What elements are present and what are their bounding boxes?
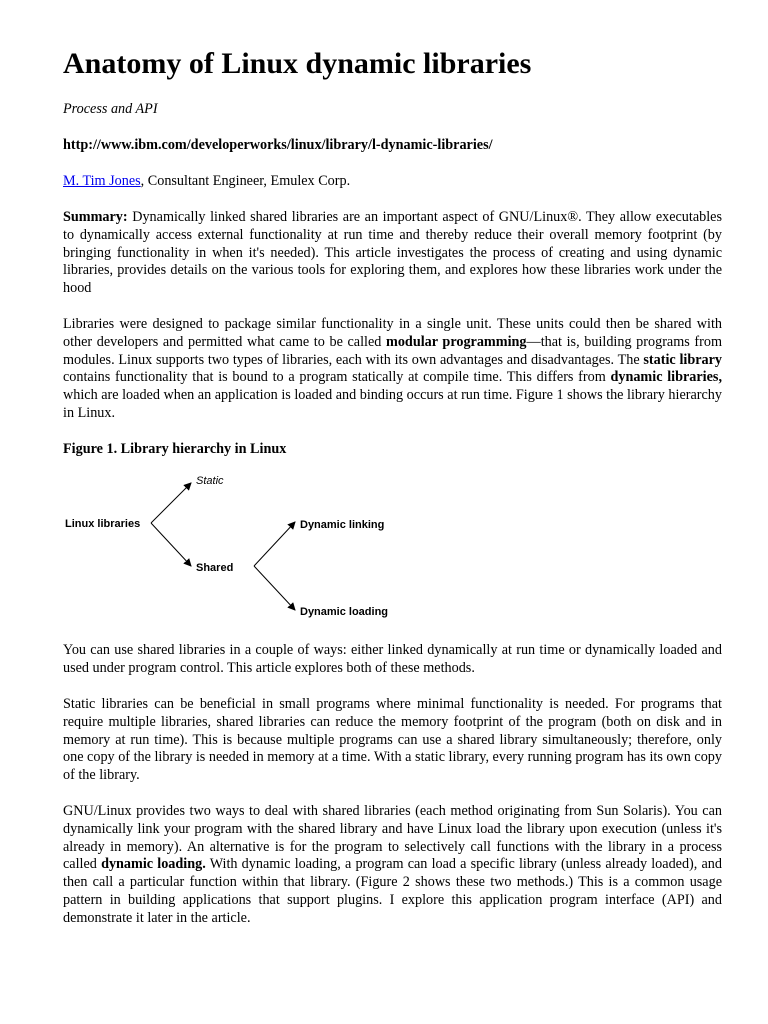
term-static-library: static library (643, 351, 722, 368)
figure-1-diagram (63, 468, 403, 628)
author-line (63, 173, 722, 191)
gnu-linux-paragraph (63, 803, 722, 928)
usage-paragraph: You can use shared libraries in a couple of ways: either linked dynamically at run time or dynamically loaded and used under program control. This article explores both of these methods. (63, 642, 722, 676)
node-static: Static (196, 475, 224, 487)
static-libraries-paragraph: Static libraries can be beneficial in small programs where minimal functionality is needed. For programs that require multiple libraries, shared libraries can reduce the memory footprint of the program (both on disk and in memory at run time). This is because multiple programs can use a shared library simultaneously; therefore, only one copy of the library is needed in memory at a time. With a static library, every running program has its own copy of the library. (63, 696, 722, 784)
article-title: Anatomy of Linux dynamic libraries (63, 47, 532, 80)
intro-text-2: —that is, building programs from modules. Linux supports two types of libraries, each with its own advantages and disadvantages. The (63, 333, 722, 368)
term-dynamic-libraries: dynamic libraries, (610, 369, 722, 386)
summary-paragraph (63, 209, 722, 298)
article-url: http://www.ibm.com/developerworks/linux/library/l-dynamic-libraries/ (63, 137, 493, 153)
intro-paragraph (63, 316, 722, 423)
library-hierarchy-svg (63, 468, 403, 628)
intro-text-4: which are loaded when an application is loaded and binding occurs at run time. Figure 1 shows the library hierarchy in Linux. (63, 387, 722, 421)
term-dynamic-loading: dynamic loading. (101, 856, 206, 873)
author-affiliation: , Consultant Engineer, Emulex Corp. (140, 173, 351, 189)
arrow-to-static (151, 483, 191, 523)
arrow-to-dynamic-loading (254, 566, 295, 610)
intro-text-1: Libraries were designed to package similar functionality in a single unit. These units could then be shared with other developers and permitted what came to be called (63, 316, 722, 350)
article-subtitle: Process and API (63, 101, 158, 117)
intro-text-3: contains functionality that is bound to a program statically at compile time. This differs from (63, 369, 611, 386)
term-modular-programming: modular programming (386, 333, 527, 350)
gnu-text-2: With dynamic loading, a program can load a specific library (unless already loaded), and then call a particular function within that library. (Figure 2 shows these two methods.) This is a common usage pattern in building applications that support plugins. I explore this application program interface (API) and demonstrate it later in the article. (63, 856, 722, 926)
figure-1-caption: Figure 1. Library hierarchy in Linux (63, 441, 287, 457)
arrow-to-dynamic-linking (254, 522, 295, 566)
summary-text: Dynamically linked shared libraries are an important aspect of GNU/Linux®. They allow executables to dynamically access external functionality at run time and thereby reduce their overall memory footprint (by bringing functionality in when it's needed). This article investigates the process of creating and using dynamic libraries, provides details on the various tools for exploring them, and explores how these libraries work under the hood (63, 209, 722, 297)
summary-label: Summary: (63, 209, 128, 225)
node-shared: Shared (196, 562, 234, 574)
arrow-to-shared (151, 523, 191, 566)
node-dynamic-linking: Dynamic linking (300, 519, 385, 531)
node-linux-libraries: Linux libraries (65, 518, 141, 530)
author-link[interactable]: M. Tim Jones (63, 173, 141, 189)
gnu-text-1: GNU/Linux provides two ways to deal with shared libraries (each method originating from Sun Solaris). You can dynamically link your program with the shared library and have Linux load the library upon execution (unless it's already in memory). An alternative is for the program to selectively call functions with the library in a process called (63, 803, 722, 873)
node-dynamic-loading: Dynamic loading (300, 606, 389, 618)
